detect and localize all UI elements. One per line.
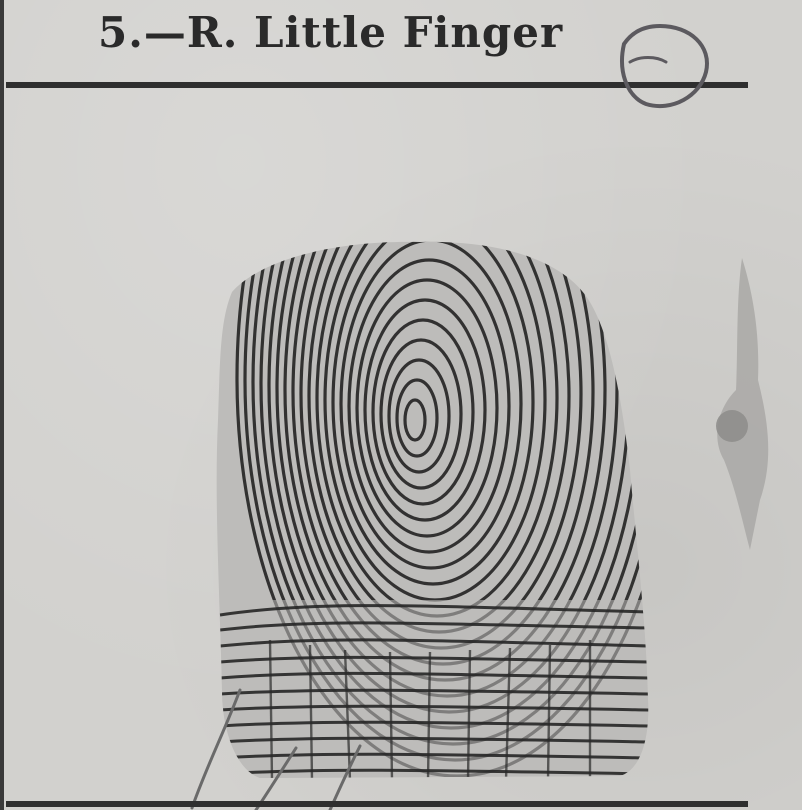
handwritten-mark bbox=[622, 26, 707, 106]
finger-heading: 5.—R. Little Finger bbox=[98, 8, 564, 57]
fingerprint-impression bbox=[200, 0, 677, 790]
ink-smudge bbox=[716, 258, 768, 550]
bottom-rule bbox=[6, 801, 748, 807]
